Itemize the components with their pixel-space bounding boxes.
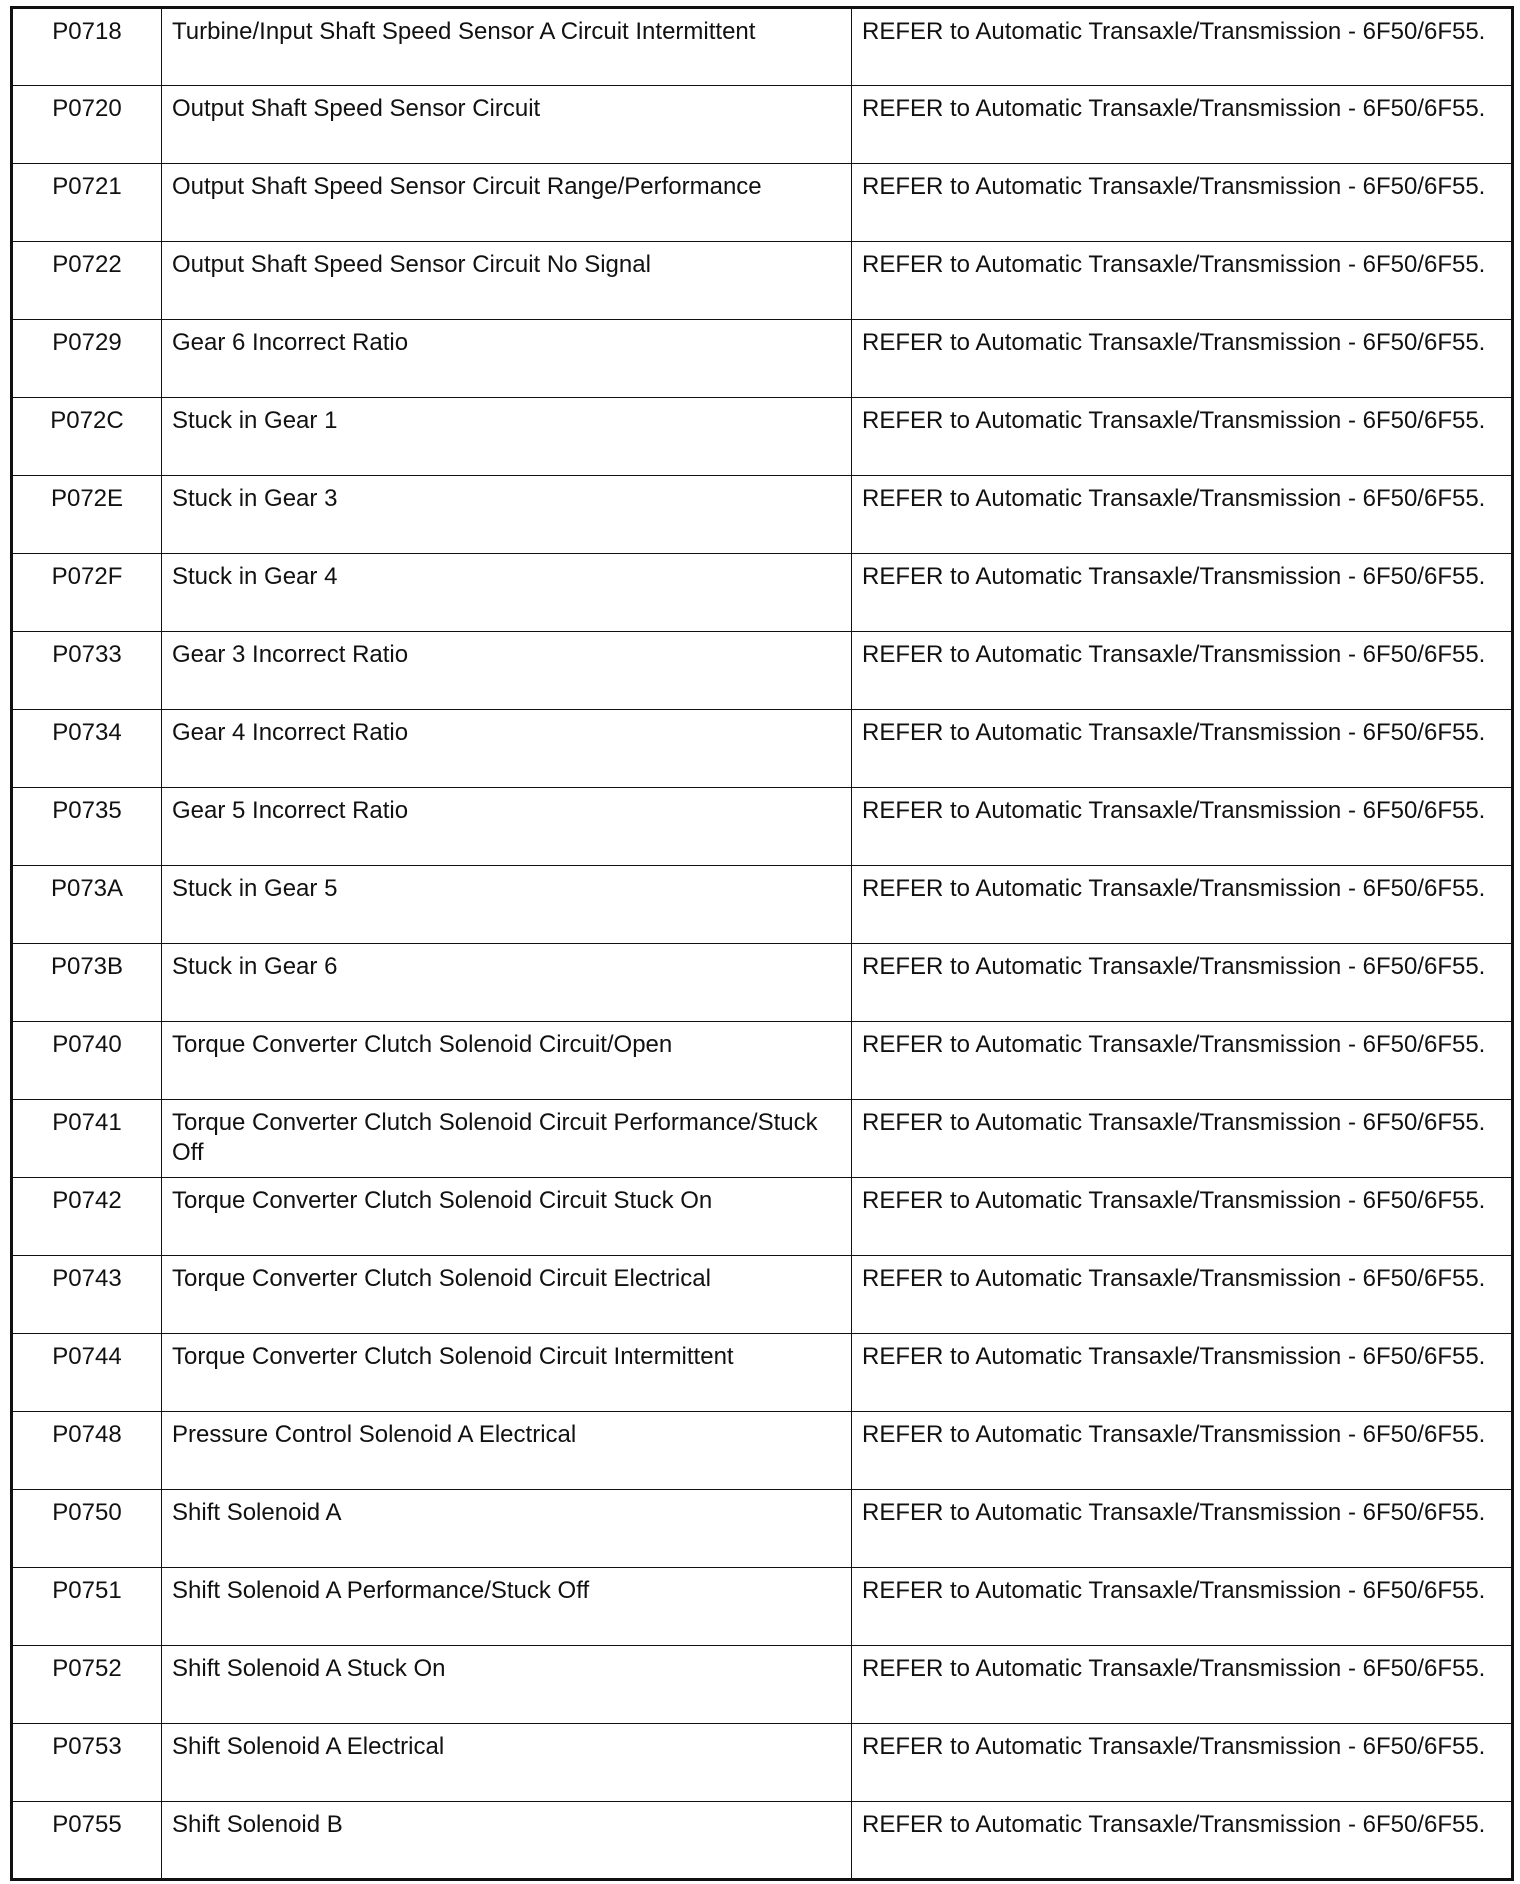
- dtc-action-cell: REFER to Automatic Transaxle/Transmission - 6F50/6F55.: [852, 476, 1513, 554]
- dtc-description-cell: Stuck in Gear 4: [162, 554, 852, 632]
- dtc-action-cell: REFER to Automatic Transaxle/Transmission - 6F50/6F55.: [852, 1646, 1513, 1724]
- dtc-description-cell: Output Shaft Speed Sensor Circuit Range/Performance: [162, 164, 852, 242]
- dtc-code-cell: P0733: [12, 632, 162, 710]
- table-row: [12, 944, 1513, 1022]
- dtc-description-cell: Shift Solenoid A Electrical: [162, 1724, 852, 1802]
- dtc-action-cell: REFER to Automatic Transaxle/Transmission - 6F50/6F55.: [852, 1412, 1513, 1490]
- dtc-table-body: [12, 8, 1513, 1880]
- dtc-code-cell: P0752: [12, 1646, 162, 1724]
- dtc-code-cell: P072C: [12, 398, 162, 476]
- dtc-action-cell: REFER to Automatic Transaxle/Transmission - 6F50/6F55.: [852, 1802, 1513, 1880]
- dtc-code-cell: P0743: [12, 1256, 162, 1334]
- dtc-code-cell: P0751: [12, 1568, 162, 1646]
- dtc-code-cell: P073B: [12, 944, 162, 1022]
- dtc-description-cell: Stuck in Gear 1: [162, 398, 852, 476]
- dtc-description-cell: Gear 4 Incorrect Ratio: [162, 710, 852, 788]
- table-row: [12, 1178, 1513, 1256]
- dtc-action-cell: REFER to Automatic Transaxle/Transmission - 6F50/6F55.: [852, 1334, 1513, 1412]
- table-row: [12, 1646, 1513, 1724]
- dtc-code-cell: P0729: [12, 320, 162, 398]
- dtc-code-cell: P0721: [12, 164, 162, 242]
- dtc-description-cell: Pressure Control Solenoid A Electrical: [162, 1412, 852, 1490]
- table-row: [12, 476, 1513, 554]
- dtc-action-cell: REFER to Automatic Transaxle/Transmission - 6F50/6F55.: [852, 86, 1513, 164]
- dtc-action-cell: REFER to Automatic Transaxle/Transmission - 6F50/6F55.: [852, 944, 1513, 1022]
- dtc-description-cell: Gear 5 Incorrect Ratio: [162, 788, 852, 866]
- dtc-action-cell: REFER to Automatic Transaxle/Transmission - 6F50/6F55.: [852, 1490, 1513, 1568]
- dtc-action-cell: REFER to Automatic Transaxle/Transmission - 6F50/6F55.: [852, 554, 1513, 632]
- dtc-action-cell: REFER to Automatic Transaxle/Transmission - 6F50/6F55.: [852, 8, 1513, 86]
- dtc-action-cell: REFER to Automatic Transaxle/Transmission - 6F50/6F55.: [852, 788, 1513, 866]
- dtc-code-cell: P072E: [12, 476, 162, 554]
- dtc-description-cell: Shift Solenoid A: [162, 1490, 852, 1568]
- table-row: [12, 1022, 1513, 1100]
- dtc-code-cell: P0741: [12, 1100, 162, 1178]
- dtc-code-cell: P0748: [12, 1412, 162, 1490]
- table-row: [12, 710, 1513, 788]
- dtc-action-cell: REFER to Automatic Transaxle/Transmission - 6F50/6F55.: [852, 1022, 1513, 1100]
- dtc-code-cell: P0735: [12, 788, 162, 866]
- table-row: [12, 1802, 1513, 1880]
- dtc-description-cell: Shift Solenoid A Stuck On: [162, 1646, 852, 1724]
- dtc-description-cell: Stuck in Gear 6: [162, 944, 852, 1022]
- dtc-action-cell: REFER to Automatic Transaxle/Transmission - 6F50/6F55.: [852, 1100, 1513, 1178]
- dtc-code-cell: P0744: [12, 1334, 162, 1412]
- dtc-code-cell: P0718: [12, 8, 162, 86]
- dtc-description-cell: Output Shaft Speed Sensor Circuit: [162, 86, 852, 164]
- dtc-action-cell: REFER to Automatic Transaxle/Transmission - 6F50/6F55.: [852, 1568, 1513, 1646]
- dtc-description-cell: Torque Converter Clutch Solenoid Circuit Stuck On: [162, 1178, 852, 1256]
- dtc-code-cell: P0742: [12, 1178, 162, 1256]
- dtc-description-cell: Torque Converter Clutch Solenoid Circuit Electrical: [162, 1256, 852, 1334]
- dtc-description-cell: Stuck in Gear 5: [162, 866, 852, 944]
- table-row: [12, 1490, 1513, 1568]
- dtc-code-cell: P073A: [12, 866, 162, 944]
- dtc-table: [10, 6, 1514, 1881]
- table-row: [12, 164, 1513, 242]
- dtc-description-cell: Output Shaft Speed Sensor Circuit No Signal: [162, 242, 852, 320]
- table-row: [12, 1256, 1513, 1334]
- table-row: [12, 8, 1513, 86]
- table-row: [12, 86, 1513, 164]
- dtc-action-cell: REFER to Automatic Transaxle/Transmission - 6F50/6F55.: [852, 320, 1513, 398]
- dtc-code-cell: P0720: [12, 86, 162, 164]
- dtc-code-cell: P0755: [12, 1802, 162, 1880]
- dtc-description-cell: Shift Solenoid A Performance/Stuck Off: [162, 1568, 852, 1646]
- table-row: [12, 1412, 1513, 1490]
- table-row: [12, 632, 1513, 710]
- dtc-description-cell: Torque Converter Clutch Solenoid Circuit/Open: [162, 1022, 852, 1100]
- dtc-description-cell: Shift Solenoid B: [162, 1802, 852, 1880]
- dtc-description-cell: Torque Converter Clutch Solenoid Circuit Performance/Stuck Off: [162, 1100, 852, 1178]
- dtc-action-cell: REFER to Automatic Transaxle/Transmission - 6F50/6F55.: [852, 632, 1513, 710]
- table-row: [12, 554, 1513, 632]
- dtc-code-cell: P0740: [12, 1022, 162, 1100]
- dtc-code-cell: P0750: [12, 1490, 162, 1568]
- dtc-action-cell: REFER to Automatic Transaxle/Transmission - 6F50/6F55.: [852, 710, 1513, 788]
- dtc-code-cell: P0734: [12, 710, 162, 788]
- table-row: [12, 866, 1513, 944]
- table-row: [12, 1100, 1513, 1178]
- table-row: [12, 398, 1513, 476]
- dtc-action-cell: REFER to Automatic Transaxle/Transmission - 6F50/6F55.: [852, 1256, 1513, 1334]
- table-row: [12, 1568, 1513, 1646]
- dtc-description-cell: Gear 3 Incorrect Ratio: [162, 632, 852, 710]
- dtc-action-cell: REFER to Automatic Transaxle/Transmission - 6F50/6F55.: [852, 242, 1513, 320]
- dtc-description-cell: Gear 6 Incorrect Ratio: [162, 320, 852, 398]
- dtc-description-cell: Turbine/Input Shaft Speed Sensor A Circuit Intermittent: [162, 8, 852, 86]
- dtc-action-cell: REFER to Automatic Transaxle/Transmission - 6F50/6F55.: [852, 1178, 1513, 1256]
- dtc-description-cell: Stuck in Gear 3: [162, 476, 852, 554]
- table-row: [12, 242, 1513, 320]
- dtc-action-cell: REFER to Automatic Transaxle/Transmission - 6F50/6F55.: [852, 398, 1513, 476]
- table-row: [12, 320, 1513, 398]
- table-row: [12, 1724, 1513, 1802]
- dtc-action-cell: REFER to Automatic Transaxle/Transmission - 6F50/6F55.: [852, 866, 1513, 944]
- dtc-action-cell: REFER to Automatic Transaxle/Transmission - 6F50/6F55.: [852, 164, 1513, 242]
- dtc-action-cell: REFER to Automatic Transaxle/Transmission - 6F50/6F55.: [852, 1724, 1513, 1802]
- table-row: [12, 1334, 1513, 1412]
- dtc-code-cell: P0722: [12, 242, 162, 320]
- table-row: [12, 788, 1513, 866]
- dtc-code-cell: P072F: [12, 554, 162, 632]
- dtc-code-cell: P0753: [12, 1724, 162, 1802]
- dtc-description-cell: Torque Converter Clutch Solenoid Circuit Intermittent: [162, 1334, 852, 1412]
